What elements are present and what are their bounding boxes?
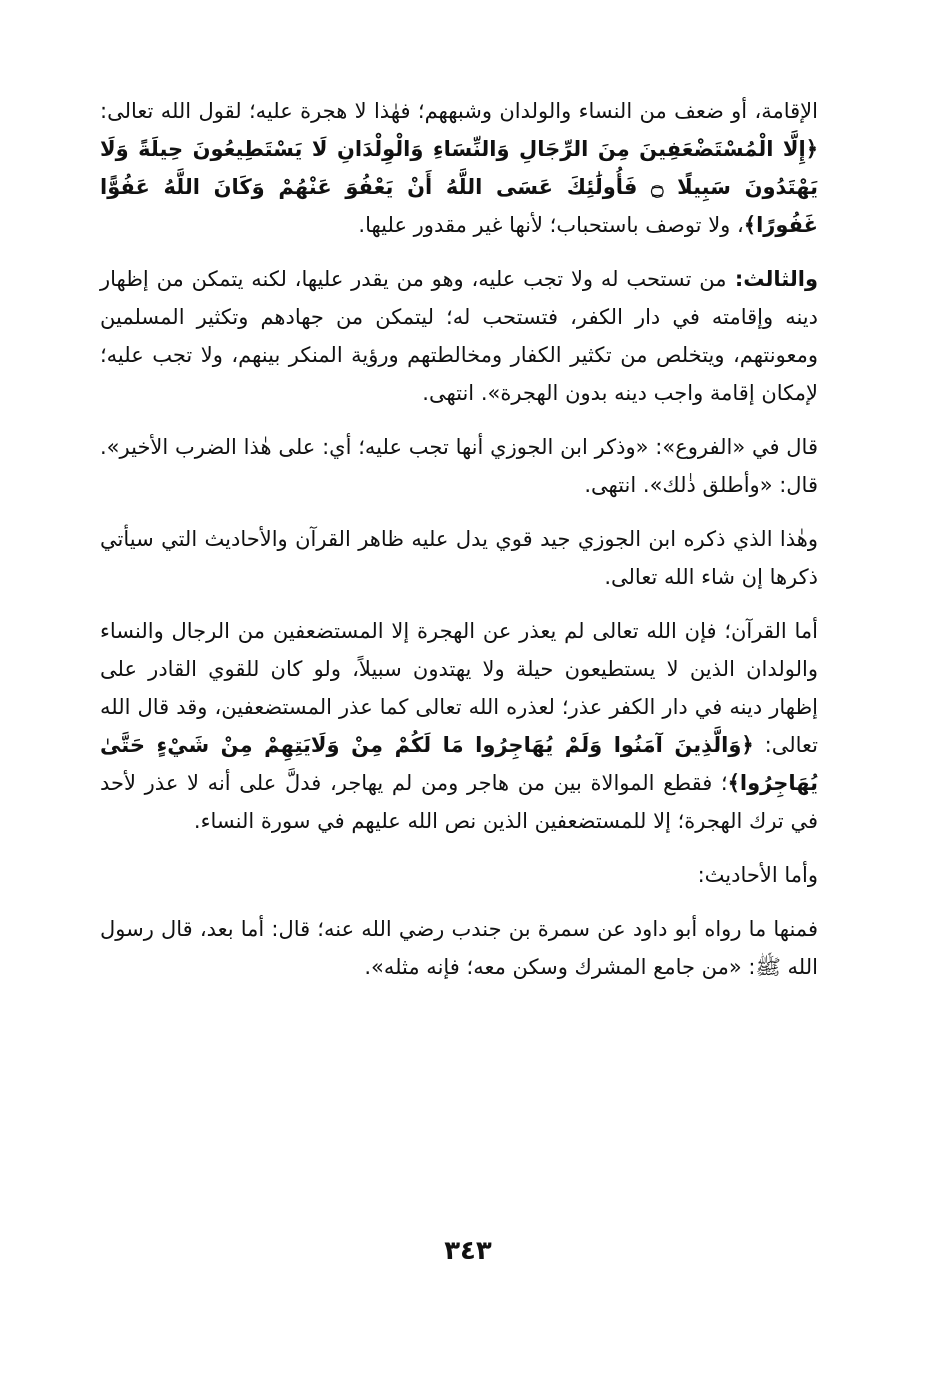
paragraph-2 <box>100 260 818 412</box>
paragraph-6 <box>100 856 818 894</box>
paragraph-2-lead: والثالث: <box>726 267 818 291</box>
paragraph-3 <box>100 428 818 504</box>
paragraph-4 <box>100 520 818 596</box>
paragraph-5-text: أما القرآن؛ فإن الله تعالى لم يعذر عن الهجرة إلا المستضعفين من الرجال والنساء والولدان الذين لا يستطيعون حيلة ولا يهتدون سبيلاً، ولو كان للقوي القادر على إظهار دينه في دار الكفر عذر؛ لعذره الله تعالى كما عذر المستضعفين، وقد قال الله تعالى: <box>100 619 818 757</box>
paragraph-1 <box>100 92 818 244</box>
paragraph-1-text-end: ، ولا توصف باستحباب؛ لأنها غير مقدور عليها. <box>358 213 744 237</box>
page-number: ٣٤٣ <box>444 1236 492 1266</box>
paragraph-5 <box>100 612 818 840</box>
quran-verse: ﴿وَالَّذِينَ آمَنُوا وَلَمْ يُهَاجِرُوا مَا لَكُمْ مِنْ وَلَايَتِهِمْ مِنْ شَيْءٍ حَتَّىٰ يُهَاجِرُوا﴾ <box>100 733 818 795</box>
paragraph-6-heading: وأما الأحاديث: <box>697 863 818 887</box>
paragraph-4-text: وهٰذا الذي ذكره ابن الجوزي جيد قوي يدل عليه ظاهر القرآن والأحاديث التي سيأتي ذكرها إن شاء الله تعالى. <box>100 527 818 589</box>
paragraph-1-text: الإقامة، أو ضعف من النساء والولدان وشبههم؛ فهٰذا لا هجرة عليه؛ لقول الله تعالى: <box>100 99 818 123</box>
paragraph-7 <box>100 910 818 986</box>
paragraph-2-text: من تستحب له ولا تجب عليه، وهو من يقدر عليها، لكنه يتمكن من إظهار دينه وإقامته في دار الكفر، فتستحب له؛ ليتمكن من جهادهم وتكثير المسلمين ومعونتهم، ويتخلص من تكثير الكفار ومخالطتهم ورؤية المنكر بينهم، ولا تجب عليه؛ لإمكان إقامة واجب دينه بدون الهجرة». انتهى. <box>100 267 818 405</box>
paragraph-7-text: فمنها ما رواه أبو داود عن سمرة بن جندب رضي الله عنه؛ قال: أما بعد، قال رسول الله ﷺ: «من جامع المشرك وسكن معه؛ فإنه مثله». <box>100 917 818 979</box>
quran-verse: ﴿إِلَّا الْمُسْتَضْعَفِينَ مِنَ الرِّجَالِ وَالنِّسَاءِ وَالْوِلْدَانِ لَا يَسْتَطِيعُونَ حِيلَةً وَلَا يَهْتَدُونَ سَبِيلًا ۝ فَأُولَٰئِكَ عَسَى اللَّهُ أَنْ يَعْفُوَ عَنْهُمْ وَكَانَ اللَّهُ عَفُوًّا غَفُورًا﴾ <box>100 137 819 237</box>
paragraph-3-text: قال في «الفروع»: «وذكر ابن الجوزي أنها تجب عليه؛ أي: على هٰذا الضرب الأخير». قال: «وأطلق ذٰلك». انتهى. <box>100 435 818 497</box>
page-body <box>100 92 818 986</box>
paragraph-5-text-end: ؛ فقطع الموالاة بين من هاجر ومن لم يهاجر، فدلَّ على أنه لا عذر لأحد في ترك الهجرة؛ إلا للمستضعفين الذين نص الله عليهم في سورة النساء. <box>100 771 818 833</box>
